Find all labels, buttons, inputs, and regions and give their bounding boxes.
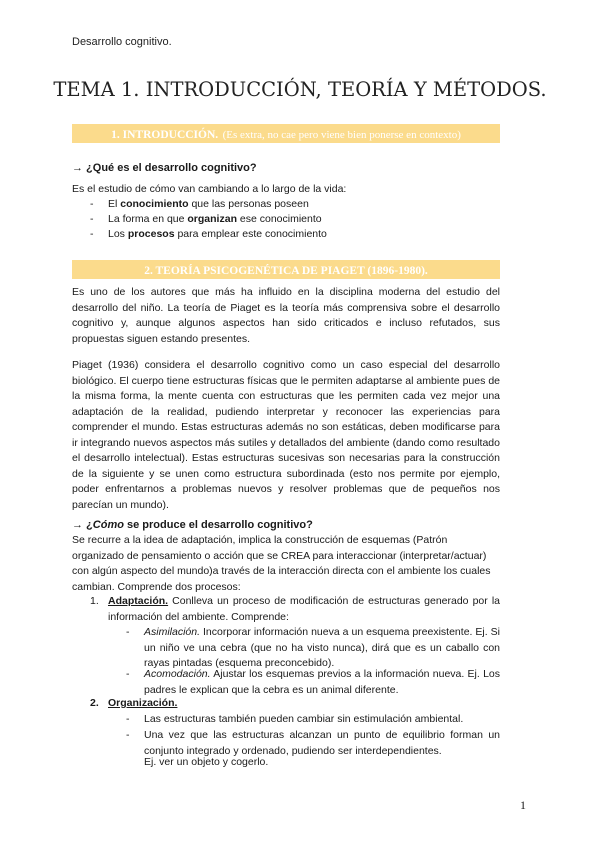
sub-item-organizacion: Una vez que las estructuras alcanzan un punto de equilibrio forman un conjunto integrado y ordenado, pudiendo ser interdependientes. xyxy=(144,729,500,757)
section-heading-piaget: 2. TEORÍA PSICOGENÉTICA DE PIAGET (1896-1980). xyxy=(144,265,428,277)
list-number: 1. xyxy=(90,595,99,607)
list-item: El conocimiento que las personas poseen xyxy=(108,198,309,210)
document-header: Desarrollo cognitivo. xyxy=(72,36,172,48)
page-number: 1 xyxy=(520,798,526,812)
bullet-dash: - xyxy=(90,198,94,210)
section-note: (Es extra, no cae pero viene bien ponerse en contexto) xyxy=(222,129,461,141)
section-banner-introduccion xyxy=(72,124,500,143)
paragraph-piaget-theory: Piaget (1936) considera el desarrollo cognitivo como un caso especial del desarrollo biológico. El cuerpo tiene estructuras físicas que le permiten adaptarse al ambiente pues de la misma forma, la mente cuenta con estructuras que les permiten cada vez mejor una adaptación de la realidad, pudiendo interpretar y reconocer las experiencias para comprender el mundo. Estas estructuras además no son estáticas, deben modificarse para ir integrando nuevos aspectos más sutiles y detallados del ambiente (dando como resultado el desarrollo intelectual). Estas estructuras sucesivas son necesarias para la construcción de la siguiente y se unen como estructura subordinada (esto nos permite por ejemplo, poder enfrentarnos a problemas nuevos y resolver problemas que de pequeños nos parecían un mundo). xyxy=(72,359,500,511)
section-heading-introduccion: 1. INTRODUCCIÓN. xyxy=(111,129,219,141)
sub-item-organizacion: Las estructuras también pueden cambiar sin estimulación ambiental. xyxy=(144,713,464,725)
paragraph-adaptacion-intro: Se recurre a la idea de adaptación, implica la construcción de esquemas (Patrón organizado de pensamiento o acción que se CREA para interaccionar (interpretar/actuar) con algún aspecto del mundo)a través de la interacción directa con el ambiente los cuales cambian. Comprende dos procesos: xyxy=(72,534,491,593)
page-title: TEMA 1. INTRODUCCIÓN, TEORÍA Y MÉTODOS. xyxy=(53,78,547,101)
sub-item-asimilacion: Asimilación. Incorporar información nueva a un esquema preexistente. Ej. Si un niño ve una cebra (que no ha visto nunca), dirá que es un caballo con rayas pintadas (esquema preconcebido). xyxy=(144,626,500,669)
paragraph-piaget-intro: Es uno de los autores que más ha influido en la disciplina moderna del estudio del desarrollo del niño. La teoría de Piaget es la teoría más comprensiva sobre el desarrollo cognitivo y, aunque algunos aspectos han sido criticados e incluso refutados, sus propuestas siguen estando presentes. xyxy=(72,286,500,345)
bullet-dash: - xyxy=(126,668,130,680)
bullet-dash: - xyxy=(90,228,94,240)
list-item: Los procesos para emplear este conocimiento xyxy=(108,228,327,240)
bullet-dash: - xyxy=(126,713,130,725)
section-banner-piaget xyxy=(72,260,500,279)
list-item: La forma en que organizan ese conocimiento xyxy=(108,213,322,225)
question-como: → ¿Cómo se produce el desarrollo cognitivo? xyxy=(72,519,313,531)
example-text: Ej. ver un objeto y cogerlo. xyxy=(144,756,269,768)
list-number: 2. xyxy=(90,697,99,709)
intro-text: Es el estudio de cómo van cambiando a lo largo de la vida: xyxy=(72,183,347,195)
bullet-dash: - xyxy=(90,213,94,225)
sub-item-acomodacion: Acomodación. Ajustar los esquemas previos a la información nueva. Ej. Los padres le explican que la cebra es un animal diferente. xyxy=(144,668,500,696)
bullet-dash: - xyxy=(126,729,130,741)
process-adaptacion: Adaptación. Conlleva un proceso de modificación de estructuras generado por la información del ambiente. Comprende: xyxy=(108,595,500,623)
bullet-dash: - xyxy=(126,626,130,638)
question-que-es: → ¿Qué es el desarrollo cognitivo? xyxy=(72,162,257,174)
process-organizacion: Organización. xyxy=(108,697,178,709)
